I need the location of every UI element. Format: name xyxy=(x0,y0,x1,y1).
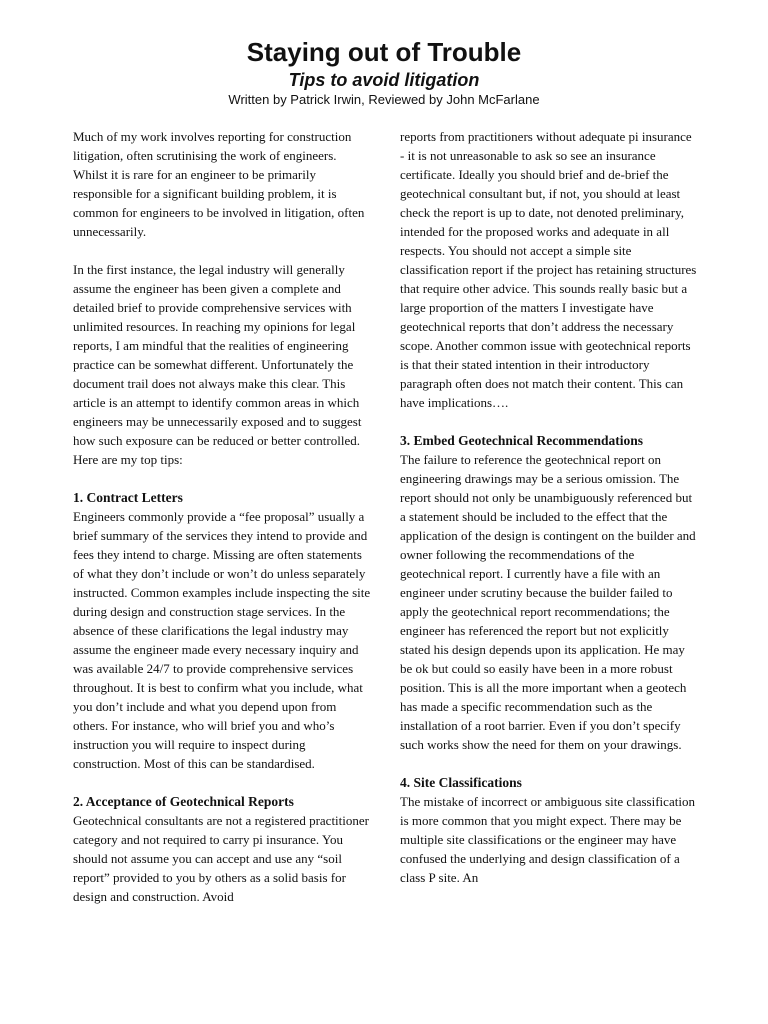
section-heading-contract-letters: 1. Contract Letters xyxy=(73,490,183,505)
intro-paragraph-2: In the first instance, the legal industry will generally assume the engineer has been given a complete and detailed brief to provide comprehensive services with unlimited resources. In reaching my opinions for legal reports, I am mindful that the realities of engineering practice can be somewhat different. Unfortunately the document trail does not always make this clear. This article is an attempt to identify common areas in which engineers may be unnecessarily exposed and to suggest how such exposure can be reduced or better controlled. Here are my top tips: xyxy=(73,262,362,467)
section-heading-geotechnical-reports: 2. Acceptance of Geotechnical Reports xyxy=(73,794,294,809)
document-header xyxy=(0,36,768,109)
page-subtitle: Tips to avoid litigation xyxy=(288,70,480,90)
section-body-geotechnical-reports-continued: reports from practitioners without adequate pi insurance - it is not unreasonable to ask so see an insurance certificate. Ideally you should brief and de-brief the geotechnical consultant but, if not, you should at least check the report is up to date, not denoted preliminary, intended for the proposed works and adequate in all respects. You should not accept a simple site classification report if the project has retaining structures that require other advice. This sounds really basic but a large proportion of the matters I investigate have geotechnical reports that don’t address the necessary scope. Another common issue with geotechnical reports is that their stated intention in their introductory paragraph often does not match their content. This can have implications…. xyxy=(400,129,697,410)
byline: Written by Patrick Irwin, Reviewed by John McFarlane xyxy=(228,92,540,107)
left-column xyxy=(73,127,371,906)
section-heading-embed-recommendations: 3. Embed Geotechnical Recommendations xyxy=(400,433,643,448)
page-title: Staying out of Trouble xyxy=(246,37,522,67)
section-body-contract-letters: Engineers commonly provide a “fee proposal” usually a brief summary of the services they intend to provide and fees they intend to charge. Missing are often statements of what they don’t include or won’t do unless separately instructed. Common examples include inspecting the site during design and construction stage services. In the absence of these clarifications the legal industry may assume the engineer made every necessary inquiry and was available 24/7 to provide comprehensive services throughout. It is best to confirm what you include, what you don’t include and what you depend upon from others. For instance, who will brief you and who’s instruction you will require to inspect during construction. Most of this can be standardised. xyxy=(73,509,371,771)
section-body-geotechnical-reports: Geotechnical consultants are not a registered practitioner category and not required to carry pi insurance. You should not assume you can accept and use any “soil report” provided to you by others as a solid basis for design and construction. Avoid xyxy=(73,813,369,904)
right-column xyxy=(400,127,698,887)
section-body-site-classifications: The mistake of incorrect or ambiguous site classification is more common that you might expect. There may be multiple site classifications or the engineer may have confused the underlying and design classification of a class P site. An xyxy=(400,794,695,885)
section-heading-site-classifications: 4. Site Classifications xyxy=(400,775,522,790)
intro-paragraph-1: Much of my work involves reporting for construction litigation, often scrutinising the work of engineers. Whilst it is rare for an engineer to be primarily responsible for a significant building problem, it is common for engineers to be involved in litigation, often unnecessarily. xyxy=(73,129,365,239)
section-body-embed-recommendations: The failure to reference the geotechnical report on engineering drawings may be a serious omission. The report should not only be unambiguously referenced but a statement should be included to the effect that the application of the design is contingent on the builder and owner following the recommendations of the geotechnical report. I currently have a file with an engineer under scrutiny because the builder failed to apply the geotechnical report recommendations; the engineer has referenced the report but not explicitly stated his design depends upon its application. He may be ok but could so easily have been in a more robust position. This is all the more important when a geotech has made a specific recommendation such as the installation of a root barrier. Even if you don’t specify such works show the need for them on your drawings. xyxy=(400,452,696,752)
